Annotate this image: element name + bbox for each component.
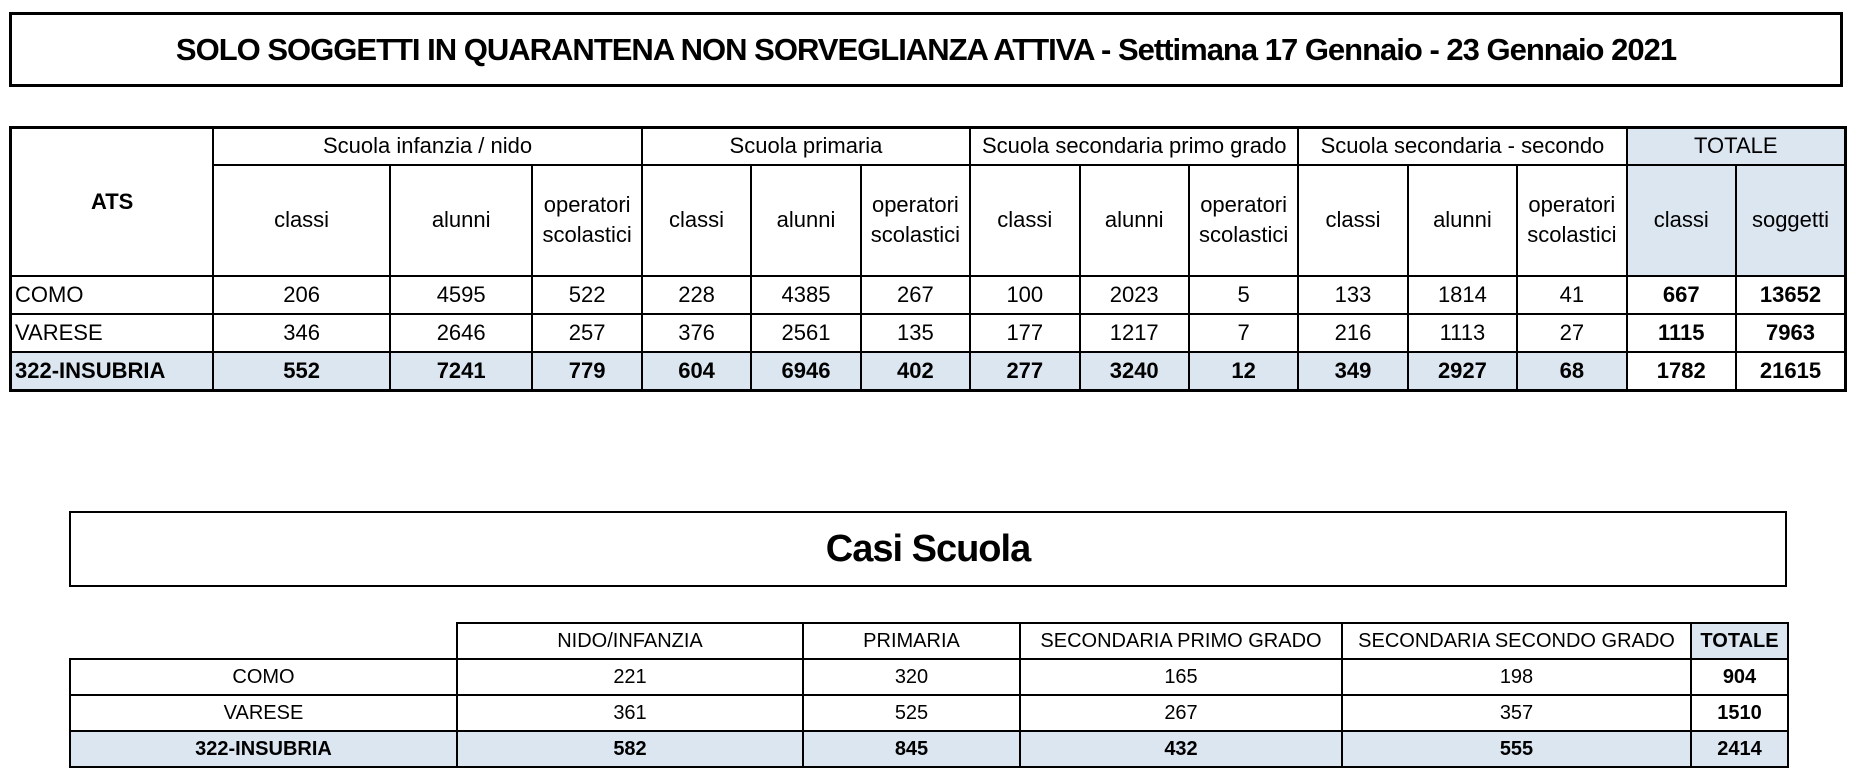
value-cell: 604: [642, 352, 751, 391]
value-cell: 41: [1517, 276, 1626, 314]
value-cell: 525: [803, 695, 1020, 731]
value-cell: 7241: [390, 352, 533, 391]
ats-header: ATS: [11, 128, 214, 276]
group-header-totale: TOTALE: [1627, 128, 1846, 165]
col-header-totale-soggetti: soggetti: [1736, 165, 1846, 276]
value-cell: 2561: [751, 314, 860, 352]
value-cell: 68: [1517, 352, 1626, 391]
value-cell: 12: [1189, 352, 1298, 391]
col-header-operatori: operatori scolastici: [532, 165, 641, 276]
col-header-alunni: alunni: [1408, 165, 1517, 276]
value-cell: 4595: [390, 276, 533, 314]
value-cell: 221: [457, 659, 803, 695]
table-row: [70, 659, 1788, 695]
total-cell: 1782: [1627, 352, 1736, 391]
value-cell: 320: [803, 659, 1020, 695]
ats-cell: COMO: [11, 276, 214, 314]
total-cell: 667: [1627, 276, 1736, 314]
value-cell: 845: [803, 731, 1020, 767]
col-header-totale: TOTALE: [1691, 623, 1788, 659]
col-header-primaria: PRIMARIA: [803, 623, 1020, 659]
total-cell: 21615: [1736, 352, 1846, 391]
table-row: [70, 731, 1788, 767]
value-cell: 135: [861, 314, 970, 352]
value-cell: 7: [1189, 314, 1298, 352]
value-cell: 357: [1342, 695, 1691, 731]
total-cell: 1510: [1691, 695, 1788, 731]
ats-cell: COMO: [70, 659, 457, 695]
table-row: [11, 276, 1846, 314]
value-cell: 206: [213, 276, 390, 314]
ats-cell: VARESE: [70, 695, 457, 731]
value-cell: 349: [1298, 352, 1407, 391]
value-cell: 1217: [1080, 314, 1189, 352]
value-cell: 2927: [1408, 352, 1517, 391]
group-header-secondaria-secondo: Scuola secondaria - secondo: [1298, 128, 1626, 165]
value-cell: 27: [1517, 314, 1626, 352]
col-header-operatori: operatori scolastici: [1189, 165, 1298, 276]
col-header-alunni: alunni: [751, 165, 860, 276]
col-header-nido-infanzia: NIDO/INFANZIA: [457, 623, 803, 659]
group-header-primaria: Scuola primaria: [642, 128, 970, 165]
value-cell: 165: [1020, 659, 1342, 695]
table-row: [11, 314, 1846, 352]
col-header-operatori: operatori scolastici: [1517, 165, 1626, 276]
value-cell: 555: [1342, 731, 1691, 767]
table-row: [11, 352, 1846, 391]
value-cell: 6946: [751, 352, 860, 391]
total-cell: 2414: [1691, 731, 1788, 767]
value-cell: 257: [532, 314, 641, 352]
col-header-operatori: operatori scolastici: [861, 165, 970, 276]
value-cell: 228: [642, 276, 751, 314]
value-cell: 1814: [1408, 276, 1517, 314]
col-header-totale-classi: classi: [1627, 165, 1736, 276]
total-cell: 7963: [1736, 314, 1846, 352]
value-cell: 216: [1298, 314, 1407, 352]
col-header-alunni: alunni: [390, 165, 533, 276]
value-cell: 432: [1020, 731, 1342, 767]
casi-scuola-title: Casi Scuola: [69, 511, 1787, 587]
value-cell: 267: [861, 276, 970, 314]
quarantine-table: [9, 126, 1847, 392]
value-cell: 100: [970, 276, 1079, 314]
col-header-secondaria-primo-grado: SECONDARIA PRIMO GRADO: [1020, 623, 1342, 659]
value-cell: 2023: [1080, 276, 1189, 314]
value-cell: 346: [213, 314, 390, 352]
value-cell: 1113: [1408, 314, 1517, 352]
value-cell: 133: [1298, 276, 1407, 314]
value-cell: 198: [1342, 659, 1691, 695]
group-header-infanzia: Scuola infanzia / nido: [213, 128, 642, 165]
value-cell: 3240: [1080, 352, 1189, 391]
value-cell: 402: [861, 352, 970, 391]
value-cell: 5: [1189, 276, 1298, 314]
col-header-classi: classi: [970, 165, 1079, 276]
total-cell: 1115: [1627, 314, 1736, 352]
col-header-alunni: alunni: [1080, 165, 1189, 276]
value-cell: 177: [970, 314, 1079, 352]
value-cell: 267: [1020, 695, 1342, 731]
value-cell: 522: [532, 276, 641, 314]
corner-cell: [70, 623, 457, 659]
value-cell: 361: [457, 695, 803, 731]
col-header-classi: classi: [1298, 165, 1407, 276]
value-cell: 582: [457, 731, 803, 767]
col-header-secondaria-secondo-grado: SECONDARIA SECONDO GRADO: [1342, 623, 1691, 659]
col-header-classi: classi: [642, 165, 751, 276]
page-title: SOLO SOGGETTI IN QUARANTENA NON SORVEGLIANZA ATTIVA - Settimana 17 Gennaio - 23 Gennaio 2021: [9, 12, 1843, 87]
value-cell: 4385: [751, 276, 860, 314]
group-header-secondaria-primo: Scuola secondaria primo grado: [970, 128, 1298, 165]
table-row: [70, 695, 1788, 731]
total-cell: 904: [1691, 659, 1788, 695]
value-cell: 277: [970, 352, 1079, 391]
value-cell: 552: [213, 352, 390, 391]
value-cell: 376: [642, 314, 751, 352]
total-cell: 13652: [1736, 276, 1846, 314]
value-cell: 779: [532, 352, 641, 391]
ats-cell: 322-INSUBRIA: [70, 731, 457, 767]
value-cell: 2646: [390, 314, 533, 352]
ats-cell: 322-INSUBRIA: [11, 352, 214, 391]
ats-cell: VARESE: [11, 314, 214, 352]
col-header-classi: classi: [213, 165, 390, 276]
casi-scuola-table: [69, 622, 1789, 768]
